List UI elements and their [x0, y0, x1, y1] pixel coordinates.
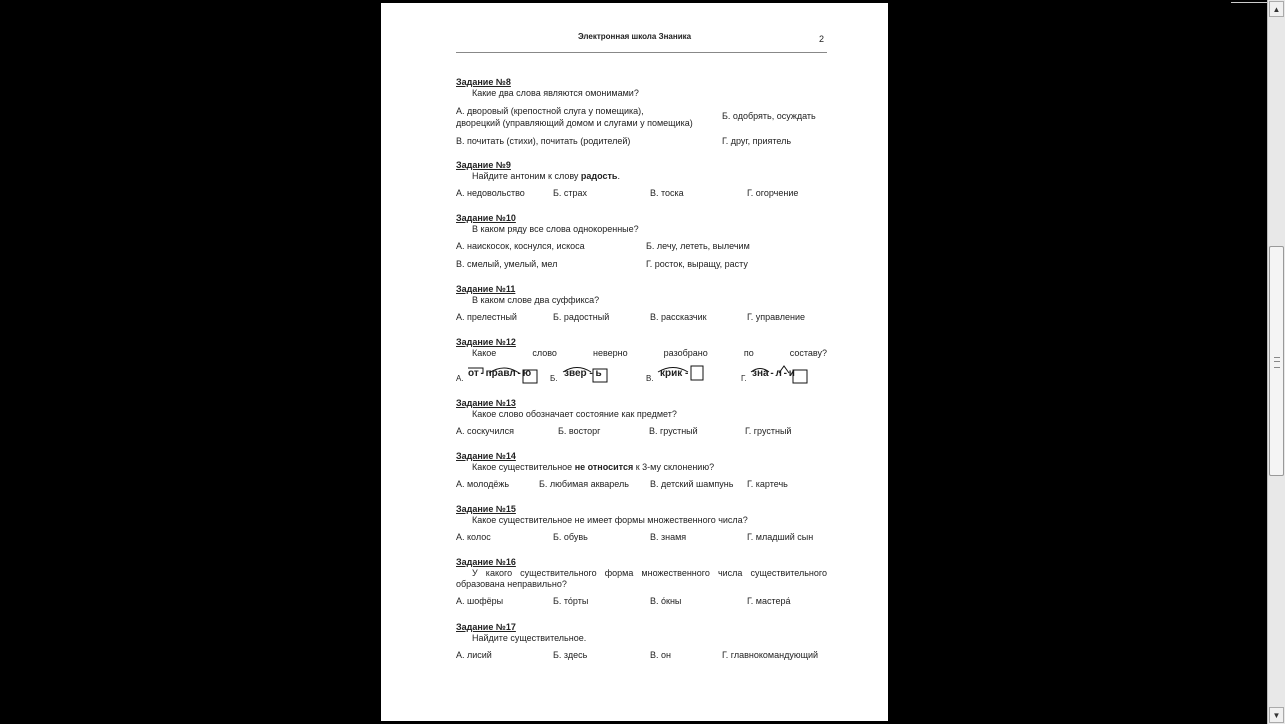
task-title: Задание №8: [456, 77, 511, 87]
option-d: Г. росток, выращу, расту: [646, 259, 748, 269]
word-scheme: зна - л - и: [752, 368, 795, 379]
answer-options: [456, 241, 827, 253]
morpheme-marks-icon: [646, 364, 716, 384]
option-c: В. смелый, умелый, мел: [456, 259, 558, 269]
task-question: Какое существительное не имеет формы множественного числа?: [472, 515, 748, 525]
option-a: А. лисий: [456, 650, 492, 660]
option-c: В. тоска: [650, 188, 684, 198]
window-edge-line: [1231, 2, 1267, 3]
task-title: Задание №11: [456, 284, 516, 294]
task-title: Задание №10: [456, 213, 516, 223]
option-b: Б. здесь: [553, 650, 588, 660]
answer-options: [456, 105, 827, 131]
option-b: Б. радостный: [553, 312, 610, 322]
option-c: В. почитать (стихи), почитать (родителей): [456, 136, 631, 146]
option-a: А. от - правл - ю: [456, 364, 546, 384]
option-b: Б. звер - ь: [550, 364, 620, 384]
task-question: Найдите существительное.: [472, 633, 587, 643]
task-question: Найдите антоним к слову радость.: [472, 171, 620, 181]
task-11: [456, 284, 827, 324]
task-question: Какое существительное не относится к 3-му склонению?: [472, 462, 715, 472]
option-a: А. наискосок, коснулся, искоса: [456, 241, 585, 251]
option-c: В. рассказчик: [650, 312, 707, 322]
word-structure-options: [456, 364, 827, 384]
task-8: [456, 77, 827, 148]
option-d: Г. картечь: [747, 479, 788, 489]
option-d: Г. грустный: [745, 426, 792, 436]
task-question: В каком слове два суффикса?: [472, 295, 600, 305]
option-a: А. прелестный: [456, 312, 517, 322]
answer-options: [456, 426, 827, 438]
option-b: Б. одобрять, осуждать: [722, 111, 816, 121]
option-c: В. знамя: [650, 532, 687, 542]
task-title: Задание №13: [456, 398, 516, 408]
task-question: Какое слово неверно разобрано по составу?: [472, 348, 827, 358]
option-d: Г. друг, приятель: [722, 136, 792, 146]
task-17: [456, 622, 827, 662]
task-question-cont: образована неправильно?: [456, 579, 567, 589]
vertical-scrollbar[interactable]: [1267, 0, 1285, 724]
task-question: В каком ряду все слова однокоренные?: [472, 224, 639, 234]
answer-options: [456, 596, 827, 608]
task-15: [456, 504, 827, 544]
option-b: Б. любимая акварель: [539, 479, 629, 489]
answer-options: [456, 650, 827, 662]
option-d: Г. мастера́: [747, 596, 791, 606]
morpheme-marks-icon: [550, 364, 620, 384]
document-page: [381, 3, 888, 721]
option-c: В. детский шампунь: [650, 479, 734, 489]
scrollbar-thumb[interactable]: [1269, 246, 1284, 476]
word-scheme: крик -: [660, 368, 689, 379]
page-number: 2: [819, 34, 825, 44]
option-a: А. молодёжь: [456, 479, 510, 489]
option-a: А. колос: [456, 532, 491, 542]
word-scheme: звер - ь: [564, 368, 602, 379]
task-question: Какое слово обозначает состояние как предмет?: [472, 409, 677, 419]
answer-options: [456, 312, 827, 324]
task-16: [456, 557, 827, 608]
option-c: В. он: [650, 650, 671, 660]
option-b: Б. восторг: [558, 426, 601, 436]
answer-options: [456, 532, 827, 544]
task-10: [456, 213, 827, 271]
answer-options: [456, 188, 827, 200]
task-title: Задание №9: [456, 160, 511, 170]
task-title: Задание №16: [456, 557, 516, 567]
arrow-up-icon[interactable]: ▲: [1269, 1, 1284, 17]
option-a: А. соскучился: [456, 426, 514, 436]
header-rule: [456, 52, 827, 53]
task-12: [456, 337, 827, 384]
answer-options: [456, 479, 827, 491]
option-a: А. шофёры: [456, 596, 504, 606]
header-title: Электронная школа Знаника: [577, 32, 692, 41]
option-a: А. недовольство: [456, 188, 525, 198]
task-title: Задание №17: [456, 622, 516, 632]
option-c: В. крик -: [646, 364, 716, 384]
option-b: Б. то́рты: [553, 596, 589, 606]
option-b: Б. обувь: [553, 532, 588, 542]
task-title: Задание №12: [456, 337, 516, 347]
answer-options-2: [456, 259, 827, 271]
option-c: В. грустный: [649, 426, 698, 436]
task-9: [456, 160, 827, 200]
task-question: У какого существительного форма множественного числа существительного: [472, 568, 827, 578]
option-d: Г. младший сын: [747, 532, 814, 542]
word-scheme: от - правл - ю: [468, 368, 532, 379]
option-d: Г. главнокомандующий: [722, 650, 819, 660]
morpheme-marks-icon: [456, 364, 546, 384]
option-a: А. дворовый (крепостной слуга у помещика), дворецкий (управляющий домом и слугами у помещика): [456, 106, 693, 128]
option-c: В. о́кны: [650, 596, 682, 606]
option-d: Г. управление: [747, 312, 805, 322]
task-title: Задание №15: [456, 504, 516, 514]
task-13: [456, 398, 827, 438]
arrow-down-icon[interactable]: ▼: [1269, 707, 1284, 723]
option-b: Б. страх: [553, 188, 588, 198]
answer-options-2: [456, 136, 827, 148]
task-question: Какие два слова являются омонимами?: [472, 88, 639, 98]
option-b: Б. лечу, лететь, вылечим: [646, 241, 750, 251]
option-d: Г. огорчение: [747, 188, 799, 198]
task-title: Задание №14: [456, 451, 516, 461]
grip-icon: [1274, 357, 1280, 368]
option-d: Г. зна - л - и: [741, 364, 821, 384]
task-14: [456, 451, 827, 491]
morpheme-marks-icon: [741, 364, 821, 384]
